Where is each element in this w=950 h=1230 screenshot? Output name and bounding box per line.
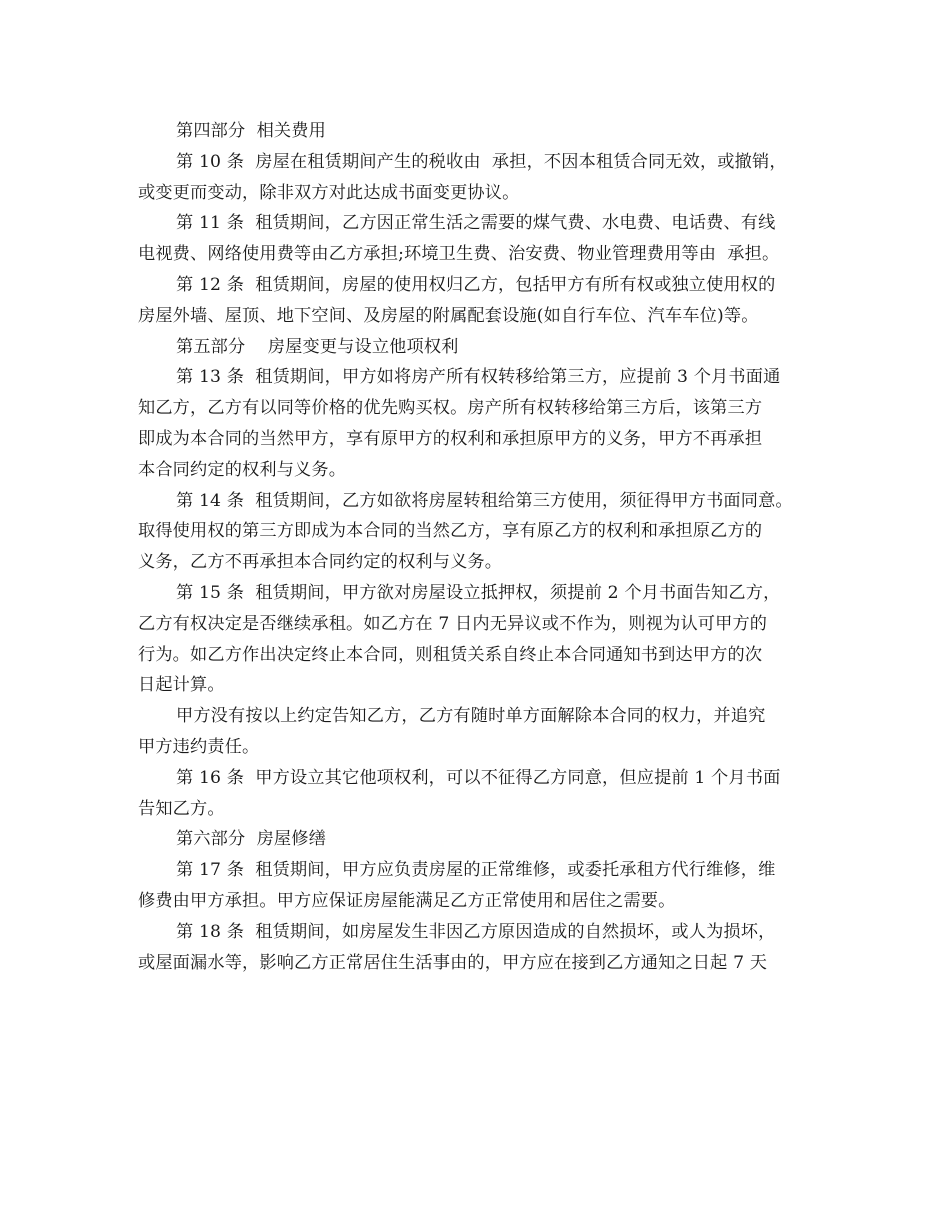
- text-line: 第 12 条 租赁期间，房屋的使用权归乙方，包括甲方有所有权或独立使用权的: [176, 274, 776, 295]
- text-line: 第 15 条 租赁期间，甲方欲对房屋设立抵押权，须提前 2 个月书面告知乙方，: [176, 582, 781, 603]
- text-line: 第 10 条 房屋在租赁期间产生的税收由 承担，不因本租赁合同无效，或撤销，: [176, 151, 787, 172]
- text-line: 义务，乙方不再承担本合同约定的权利与义务。: [138, 552, 503, 573]
- text-line: 修费由甲方承担。甲方应保证房屋能满足乙方正常使用和居住之需要。: [138, 890, 676, 911]
- text-line: 甲方没有按以上约定告知乙方，乙方有随时单方面解除本合同的权力，并追究: [176, 706, 766, 727]
- text-line: 第 16 条 甲方设立其它他项权利，可以不征得乙方同意，但应提前 1 个月书面: [176, 767, 781, 788]
- text-line: 第 18 条 租赁期间，如房屋发生非因乙方原因造成的自然损坏，或人为损坏，: [176, 921, 776, 942]
- text-line: 第 17 条 租赁期间，甲方应负责房屋的正常维修，或委托承租方代行维修，维: [176, 860, 776, 881]
- text-line: 第 11 条 租赁期间，乙方因正常生活之需要的煤气费、水电费、电话费、有线: [176, 213, 776, 234]
- text-line: 第 14 条 租赁期间，乙方如欲将房屋转租给第三方使用，须征得甲方书面同意。: [176, 490, 793, 511]
- text-line: 第 13 条 租赁期间，甲方如将房产所有权转移给第三方，应提前 3 个月书面通: [176, 367, 781, 388]
- text-line: 第六部分 房屋修缮: [176, 829, 326, 850]
- text-line: 即成为本合同的当然甲方，享有原甲方的权利和承担原甲方的义务，甲方不再承担: [138, 428, 763, 449]
- text-line: 或屋面漏水等，影响乙方正常居住生活事由的，甲方应在接到乙方通知之日起 7 天: [138, 952, 768, 973]
- text-line: 日起计算。: [138, 675, 225, 696]
- text-line: 甲方违约责任。: [138, 736, 260, 757]
- text-line: 电视费、网络使用费等由乙方承担;环境卫生费、治安费、物业管理费用等由 承担。: [138, 244, 780, 265]
- text-line: 第五部分 房屋变更与设立他项权利: [176, 336, 459, 357]
- text-line: 房屋外墙、屋顶、地下空间、及房屋的附属配套设施(如自行车位、汽车车位)等。: [138, 305, 759, 326]
- text-line: 本合同约定的权利与义务。: [138, 459, 347, 480]
- text-line: 行为。如乙方作出决定终止本合同，则租赁关系自终止本合同通知书到达甲方的次: [138, 644, 763, 665]
- text-line: 或变更而变动，除非双方对此达成书面变更协议。: [138, 182, 520, 203]
- text-line: 乙方有权决定是否继续承租。如乙方在 7 日内无异议或不作为，则视为认可甲方的: [138, 613, 768, 634]
- text-line: 知乙方，乙方有以同等价格的优先购买权。房产所有权转移给第三方后，该第三方: [138, 398, 763, 419]
- text-line: 告知乙方。: [138, 798, 225, 819]
- text-line: 取得使用权的第三方即成为本合同的当然乙方，享有原乙方的权利和承担原乙方的: [138, 521, 763, 542]
- text-line: 第四部分 相关费用: [176, 121, 326, 141]
- document-body: [138, 116, 828, 978]
